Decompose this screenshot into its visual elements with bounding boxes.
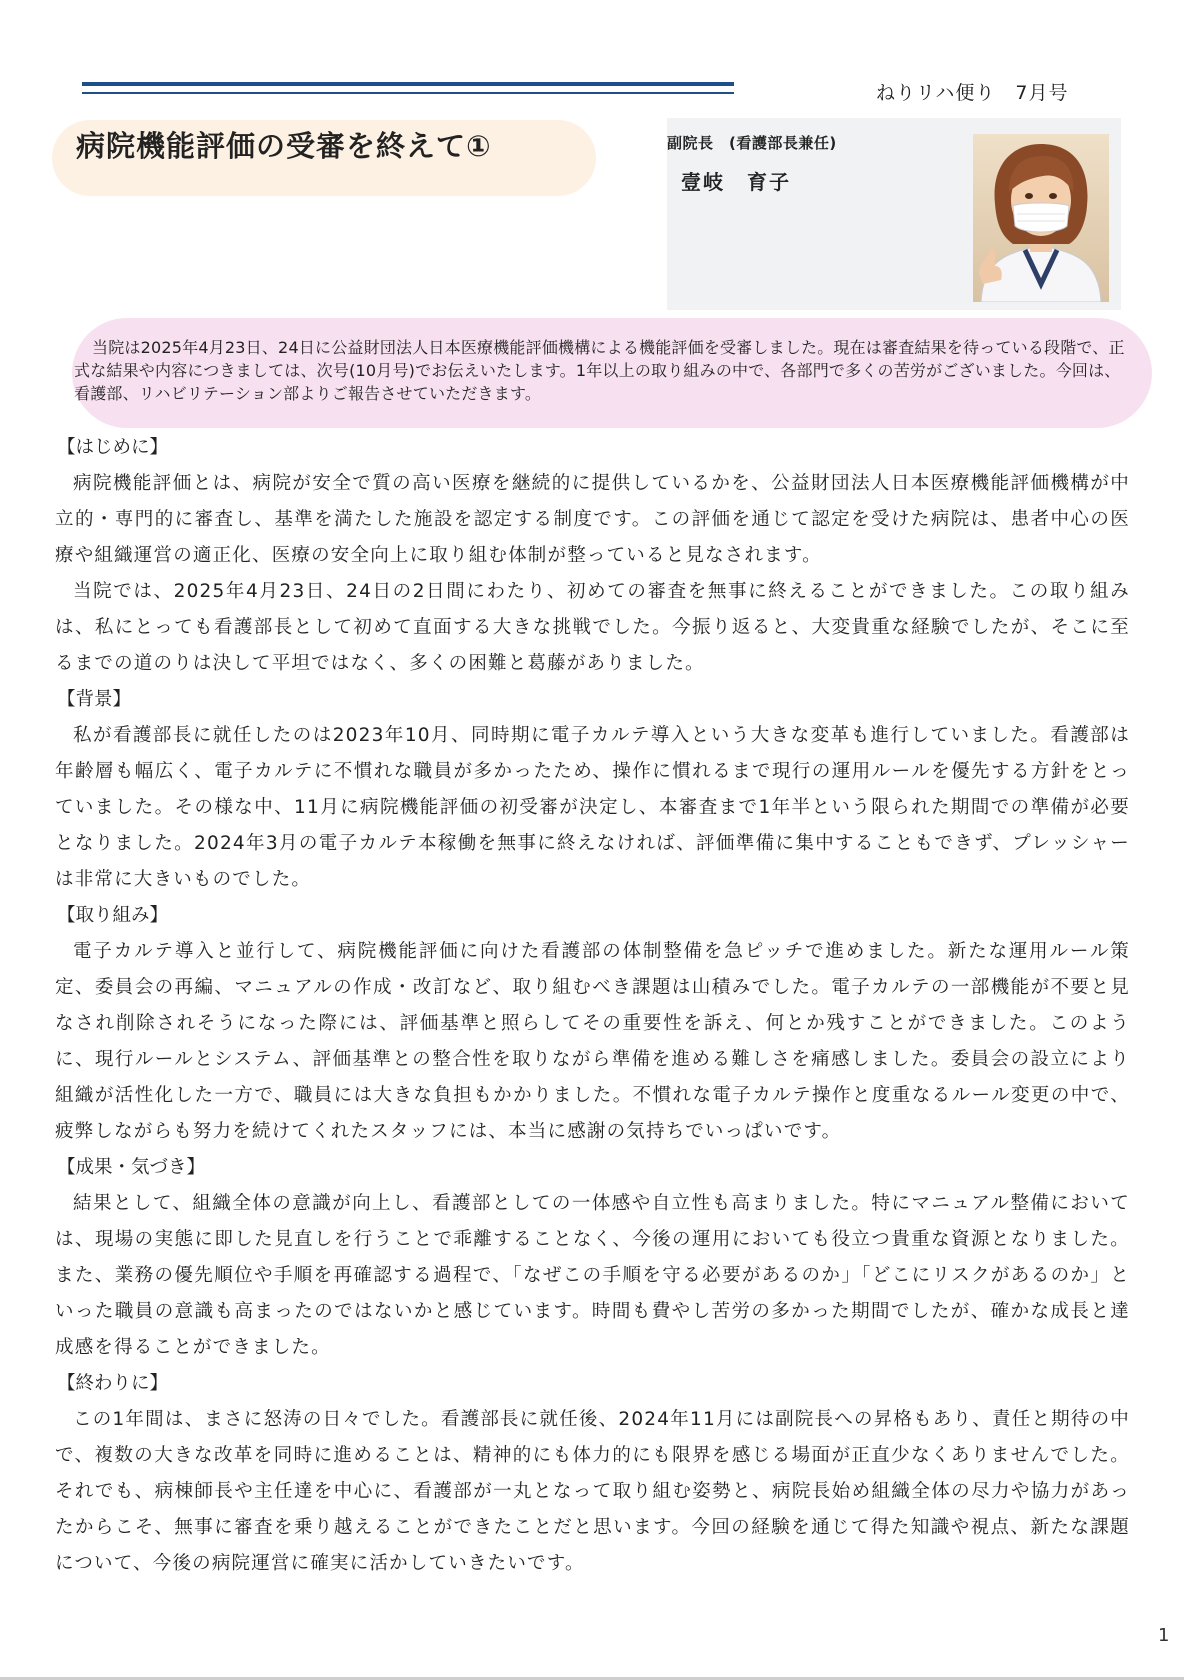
section-heading-efforts: 【取り組み】: [57, 905, 169, 926]
header-rule-thin: [82, 92, 734, 94]
page-number: 1: [1158, 1625, 1170, 1646]
author-name: 壹岐 育子: [681, 170, 791, 194]
header-rule-thick: [82, 82, 734, 86]
section-heading-background: 【背景】: [57, 689, 132, 710]
newsletter-issue: ねりリハ便り 7月号: [876, 82, 1069, 104]
section-heading-closing: 【終わりに】: [57, 1373, 169, 1394]
author-box: [667, 118, 1121, 310]
page-title: 病院機能評価の受審を終えて①: [76, 129, 492, 163]
paragraph: この1年間は、まさに怒涛の日々でした。看護部長に就任後、2024年11月には副院長への昇格もあり、責任と期待の中で、複数の大きな改革を同時に進めることは、精神的にも体力的にも限界を感じる場面が正直少なくありませんでした。それでも、病棟師長や主任達を中心に、看護部が一丸となって取り組む姿勢と、病院長始め組織全体の尽力や協力があったからこそ、無事に審査を乗り越えることができたことだと思います。今回の経験を通じて得た知識や視点、新たな課題について、今後の病院運営に確実に活かしていきたいです。: [55, 1409, 1130, 1574]
author-role: 副院長 (看護部長兼任): [667, 134, 837, 152]
title-banner: [52, 120, 596, 196]
article-body: [55, 430, 1130, 1582]
paragraph: 結果として、組織全体の意識が向上し、看護部としての一体感や自立性も高まりました。特にマニュアル整備においては、現場の実態に即した見直しを行うことで乖離することなく、今後の運用においても役立つ貴重な資源となりました。また、業務の優先順位や手順を再確認する過程で、「なぜこの手順を守る必要があるのか」「どこにリスクがあるのか」といった職員の意識も高まったのではないかと感じています。時間も費やし苦労の多かった期間でしたが、確かな成長と達成感を得ることができました。: [55, 1193, 1130, 1358]
nurse-portrait-icon: [973, 134, 1109, 302]
section-heading-intro: 【はじめに】: [57, 437, 169, 458]
paragraph: 私が看護部長に就任したのは2023年10月、同時期に電子カルテ導入という大きな変革も進行していました。看護部は年齢層も幅広く、電子カルテに不慣れな職員が多かったため、操作に慣れるまで現行の運用ルールを優先する方針をとっていました。その様な中、11月に病院機能評価の初受審が決定し、本審査まで1年半という限られた期間での準備が必要となりました。2024年3月の電子カルテ本稼働を無事に終えなければ、評価準備に集中することもできず、プレッシャーは非常に大きいものでした。: [55, 725, 1130, 890]
section-heading-results: 【成果・気づき】: [57, 1157, 206, 1178]
paragraph: 電子カルテ導入と並行して、病院機能評価に向けた看護部の体制整備を急ピッチで進めました。新たな運用ルール策定、委員会の再編、マニュアルの作成・改訂など、取り組むべき課題は山積みでした。電子カルテの一部機能が不要と見なされ削除されそうになった際には、評価基準と照らしてその重要性を訴え、何とか残すことができました。このように、現行ルールとシステム、評価基準との整合性を取りながら準備を進める難しさを痛感しました。委員会の設立により組織が活性化した一方で、職員には大きな負担もかかりました。不慣れな電子カルテ操作と度重なるルール変更の中で、疲弊しながらも努力を続けてくれたスタッフには、本当に感謝の気持ちでいっぱいです。: [55, 941, 1130, 1142]
paragraph: 当院では、2025年4月23日、24日の2日間にわたり、初めての審査を無事に終えることができました。この取り組みは、私にとっても看護部長として初めて直面する大きな挑戦でした。今振り返ると、大変貴重な経験でしたが、そこに至るまでの道のりは決して平坦ではなく、多くの困難と葛藤がありました。: [55, 581, 1130, 674]
intro-callout: [72, 318, 1152, 428]
paragraph: 病院機能評価とは、病院が安全で質の高い医療を継続的に提供しているかを、公益財団法人日本医療機能評価機構が中立的・専門的に審査し、基準を満たした施設を認定する制度です。この評価を通じて認定を受けた病院は、患者中心の医療や組織運営の適正化、医療の安全向上に取り組む体制が整っていると見なされます。: [55, 473, 1130, 566]
intro-text: 当院は2025年4月23日、24日に公益財団法人日本医療機能評価機構による機能評価を受審しました。現在は審査結果を待っている段階で、正式な結果や内容につきましては、次号(10月号)でお伝えいたします。1年以上の取り組みの中で、各部門で多くの苦労がございました。今回は、看護部、リハビリテーション部よりご報告させていただきます。: [74, 338, 1125, 403]
